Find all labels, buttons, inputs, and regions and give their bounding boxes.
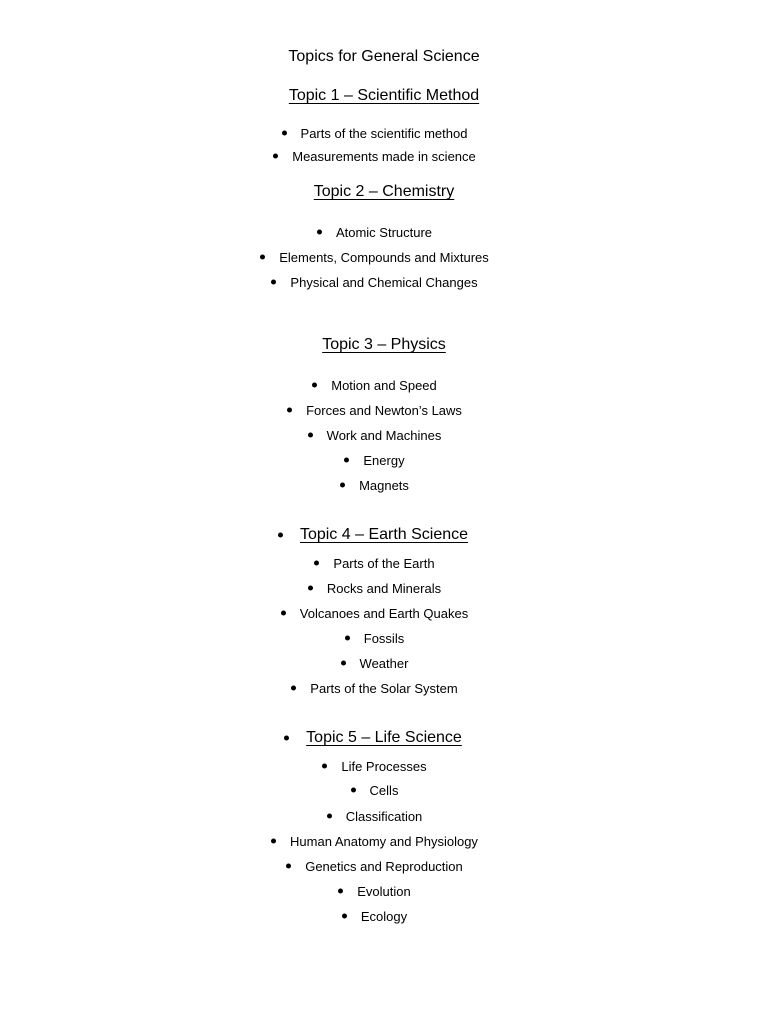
bullet-icon [314,561,319,566]
list-item [0,245,768,269]
bullet-icon [286,864,291,869]
list-item-label: Ecology [360,908,408,924]
bullet-icon [282,131,287,136]
list-item [0,904,768,928]
bullet-icon [338,889,343,894]
list-item [0,804,768,828]
list-item-label: Human Anatomy and Physiology [290,833,478,849]
list-item-label: Evolution [357,883,411,899]
document-title: Topics for General Science [288,48,480,65]
list-item [0,373,768,397]
topic-3-heading: Topic 3 – Physics [322,336,446,353]
list-item [0,270,768,294]
bullet-icon [340,483,345,488]
bullet-icon [308,586,313,591]
bullet-icon [281,611,286,616]
bullet-icon [278,533,283,538]
bullet-icon [317,230,322,235]
bullet-icon [291,686,296,691]
list-item-label: Genetics and Reproduction [305,858,463,874]
bullet-icon [273,154,278,159]
list-item-label: Atomic Structure [335,224,433,240]
topic-3-heading-line [0,333,768,357]
list-item [0,473,768,497]
bullet-icon [312,383,317,388]
list-item-label: Forces and Newton’s Laws [306,402,462,418]
list-item [0,854,768,878]
bullet-icon [287,408,292,413]
list-item [0,576,768,600]
topic-4-heading-line [0,523,768,547]
list-item [0,879,768,903]
list-item-label: Parts of the Earth [333,555,435,571]
list-item-label: Measurements made in science [292,148,476,164]
list-item [0,778,768,802]
list-item [0,448,768,472]
list-item [0,220,768,244]
list-item-label: Life Processes [341,758,427,774]
list-item [0,144,768,168]
bullet-icon [351,788,356,793]
list-item-label: Elements, Compounds and Mixtures [279,249,489,265]
list-item [0,423,768,447]
bullet-icon [260,255,265,260]
bullet-icon [342,914,347,919]
list-item [0,121,768,145]
list-item-label: Volcanoes and Earth Quakes [299,605,469,621]
bullet-icon [271,280,276,285]
topic-1-heading-line [0,84,768,108]
list-item [0,601,768,625]
list-item [0,676,768,700]
list-item-label: Parts of the scientific method [300,125,468,141]
list-item [0,754,768,778]
topic-2-heading: Topic 2 – Chemistry [313,183,455,200]
list-item-label: Parts of the Solar System [310,680,458,696]
list-item-label: Fossils [363,630,405,646]
list-item [0,651,768,675]
list-item-label: Work and Machines [326,427,442,443]
bullet-icon [271,839,276,844]
bullet-icon [345,636,350,641]
bullet-icon [344,458,349,463]
list-item-label: Motion and Speed [331,377,437,393]
bullet-icon [341,661,346,666]
list-item-label: Energy [363,452,405,468]
list-item-label: Rocks and Minerals [326,580,442,596]
document-title-line [0,45,768,69]
bullet-icon [322,764,327,769]
list-item [0,398,768,422]
list-item-label: Magnets [359,477,409,493]
list-item [0,626,768,650]
topic-1-heading: Topic 1 – Scientific Method [288,87,480,104]
list-item-label: Physical and Chemical Changes [290,274,478,290]
bullet-icon [284,736,289,741]
list-item-label: Weather [359,655,409,671]
list-item [0,551,768,575]
topic-2-heading-line [0,180,768,204]
topic-4-heading: Topic 4 – Earth Science [299,526,469,543]
list-item-label: Classification [345,808,423,824]
bullet-icon [308,433,313,438]
list-item-label: Cells [369,782,399,798]
topic-5-heading: Topic 5 – Life Science [306,729,462,746]
bullet-icon [327,814,332,819]
list-item [0,829,768,853]
topic-5-heading-line [0,726,768,750]
